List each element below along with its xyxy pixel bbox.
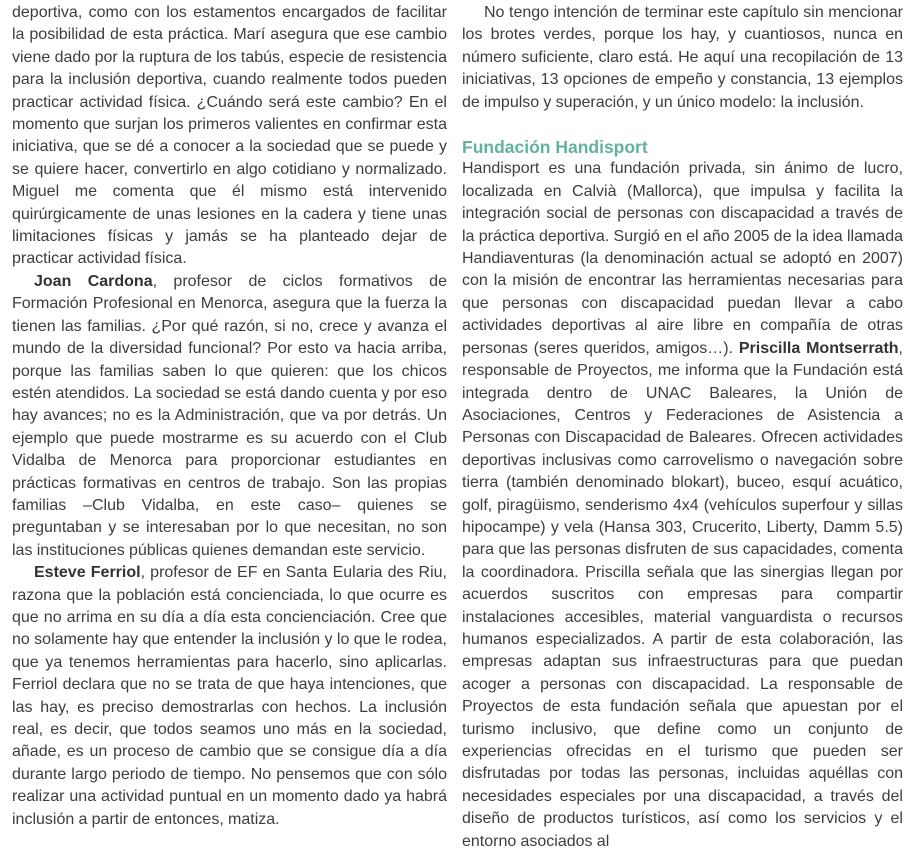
body-text: , responsable de Proyectos, me informa que la Fundación está integrada dentro de UNAC Baleares, la Unión de Asociaciones, Centros y Federaciones de Asistencia a Personas con Discapacidad de Baleares. Ofrecen actividades deportivas inclusivas como carrovelismo o navegación sobre tierra (también denominado blokart), buceo, esquí acuático, golf, piragüismo, senderismo 4x4 (vehículos superfour y sillas hipocampe) y vela (Hansa 303, Crucerito, Liberty, Damm 5.5) para que las personas disfruten de sus capacidades, comenta la coordinadora. Priscilla señala que las sinergias llegan por acuerdos suscritos con empresas para compartir instalaciones accesibles, material vanguardista o recursos humanos especializados. A partir de esta colaboración, las empresas adaptan sus infraestructuras para que puedan acoger a personas con discapacidad. La responsable de Proyectos de esta fundación señala que apuestan por el turismo inclusivo, que define como un conjunto de experiencias ofrecidas en el turismo que pueden ser disfrutadas por todas las personas, incluidas aquéllas con necesidades especiales por una discapacidad, a través del diseño de productos turísticos, así como los servicios y el entorno asociados al bbox=[462, 339, 903, 850]
person-name: Joan Cardona bbox=[34, 272, 153, 290]
paragraph bbox=[462, 158, 903, 853]
body-text: No tengo intención de terminar este capítulo sin mencionar los brotes verdes, porque los hay, y cuantiosos, nunca en número suficiente, claro está. He aquí una recopilación de 13 iniciativas, 13 opciones de empeño y constancia, 13 ejemplos de impulso y superación, y un único modelo: la inclusión. bbox=[462, 4, 903, 111]
body-text: , profesor de ciclos formativos de Formación Profesional en Menorca, asegura que la fuerza la tienen las familias. ¿Por qué razón, si no, crece y avanza el mundo de la diversidad funcional? Por esto va hacia arriba, porque las familias saben lo que quieren: que los chicos estén atendidos. La sociedad se está dando cuenta y por eso hay avances; no es la Administración, que va por detrás. Un ejemplo que puede mostrarme es su acuerdo con el Club Vidalba de Menorca para proporcionar estudiantes en prácticas formativas en centros de trabajo. Son las propias familias –Club Vidalba, en este caso– quienes se preguntaban y se interesaban por lo que necesitan, no son las instituciones públicas quienes demandan este servicio. bbox=[12, 272, 447, 559]
body-text: , profesor de EF en Santa Eularia des Riu, razona que la población está concienciada, lo que ocurre es que no arrima en su día a día esta concienciación. Cree que no solamente hay que entender la inclusión y lo que le rodea, que ya tenemos herramientas para hacerlo, sino aplicarlas. Ferriol declara que no se trata de que haya intenciones, que las hay, es preciso demostrarlas con hechos. La inclusión real, es decir, que todos seamos uno más en la sociedad, añade, es un proceso de cambio que se consigue día a día durante largo periodo de tiempo. No pensemos que con sólo realizar una actividad puntual en un momento dado ya habrá inclusión a partir de entonces, matiza. bbox=[12, 564, 447, 828]
paragraph bbox=[12, 562, 447, 831]
person-name: Priscilla Montserrath bbox=[738, 339, 899, 357]
body-text: deportiva, como con los estamentos encargados de facilitar la posibilidad de esta práctica. Marí asegura que ese cambio viene dado por la ruptura de los tabús, especie de resistencia para la inclusión deportiva, cuando realmente todos pueden practicar actividad física. ¿Cuándo será este cambio? En el momento que surjan los primeros valientes en confirmar esta iniciativa, que se dé a conocer a la sociedad que se puede y se quiere hacer, convertirlo en algo cotidiano y normalizado. Miguel me comenta que él mismo está intervenido quirúrgicamente de unas lesiones en la cadera y tiene unas limitaciones físicas y jamás se ha planteado dejar de practicar actividad física. bbox=[12, 4, 447, 268]
person-name: Esteve Ferriol bbox=[34, 564, 141, 582]
paragraph bbox=[12, 271, 447, 562]
left-column bbox=[12, 2, 447, 853]
body-text: Handisport es una fundación privada, sin ánimo de lucro, localizada en Calvià (Mallorca), que impulsa y facilita la integración social de personas con discapacidad a través de la práctica deportiva. Surgió en el año 2005 de la idea llamada Handiaventuras (la denominación actual se adoptó en 2007) con la misión de encontrar las herramientas necesarias para que personas con discapacidad puedan llevar a cabo actividades deportivas al aire libre en compañía de otras personas (seres queridos, amigos…). bbox=[462, 160, 903, 357]
section-heading: Fundación Handisport bbox=[462, 137, 648, 158]
paragraph bbox=[462, 2, 903, 114]
right-column bbox=[462, 2, 903, 853]
paragraph bbox=[12, 2, 447, 271]
